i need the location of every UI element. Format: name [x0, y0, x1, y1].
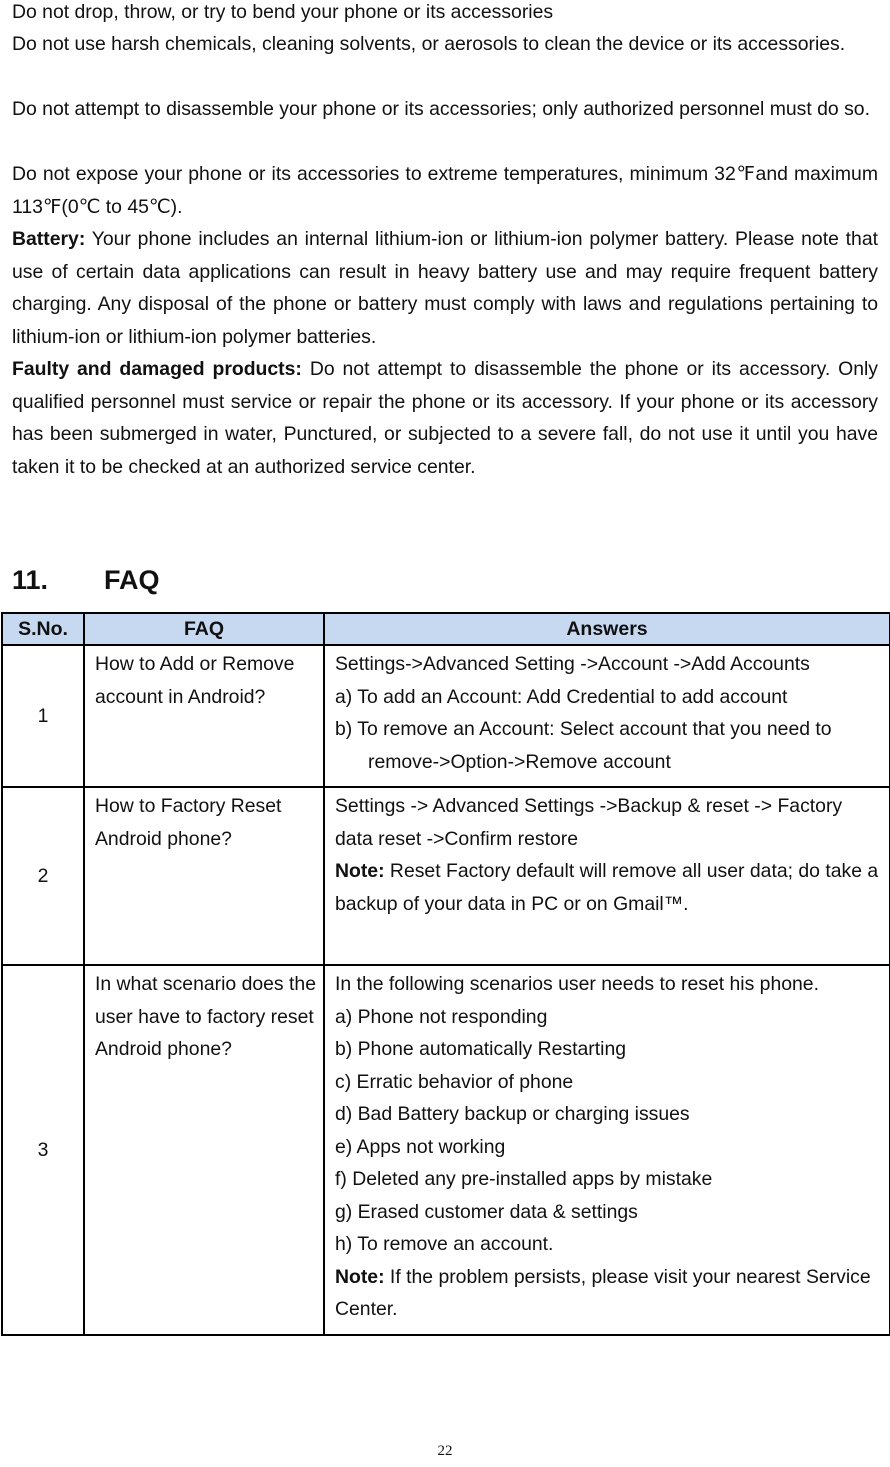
answer-line: a) Phone not responding — [335, 1005, 548, 1028]
row-answer — [324, 645, 890, 787]
answer-line: c) Erratic behavior of phone — [335, 1070, 574, 1093]
section-heading — [12, 560, 160, 600]
answer-line: e) Apps not working — [335, 1135, 506, 1158]
section-number: 11. — [12, 565, 49, 595]
header-answers: Answers — [324, 613, 890, 645]
answer-line: f) Deleted any pre-installed apps by mistake — [335, 1168, 713, 1190]
note-text: Reset Factory default will remove all user data; do take a backup of your data in PC or on Gmail™. — [335, 860, 879, 915]
answer-line: Settings -> Advanced Settings ->Backup & reset -> Factory data reset ->Confirm restore — [335, 795, 843, 850]
row-number: 1 — [2, 645, 84, 787]
table-header-row — [2, 613, 890, 645]
row-question: In what scenario does the user have to factory reset Android phone? — [84, 965, 324, 1335]
note-label: Note: — [335, 860, 385, 882]
faulty-text: Do not attempt to disassemble the phone or its accessory. Only qualified personnel must service or repair the phone or its accessory. If your phone or its accessory has been submerged in water, Punctured, or subjected to a severe fall, do not use it until you have taken it to be checked at an authorized service center. — [12, 358, 879, 478]
answer-line: b) Phone automatically Restarting — [335, 1038, 627, 1060]
battery-text: Your phone includes an internal lithium-ion or lithium-ion polymer battery. Please note that use of certain data applications can result in heavy battery use and may require frequent battery charging. Any disposal of the phone or battery must comply with laws and regulations pertaining to lithium-ion or lithium-ion polymer batteries. — [12, 228, 878, 348]
row-answer — [324, 787, 890, 965]
faq-table — [1, 612, 890, 1336]
precaution-chemicals: Do not use harsh chemicals, cleaning solvents, or aerosols to clean the device or its accessories. — [12, 33, 846, 55]
page-number: 22 — [437, 1443, 453, 1459]
table-row — [2, 787, 890, 965]
battery-paragraph — [12, 223, 878, 353]
answer-line: d) Bad Battery backup or charging issues — [335, 1103, 690, 1125]
row-answer — [324, 965, 890, 1335]
row-number: 2 — [2, 787, 84, 965]
section-title: FAQ — [104, 565, 160, 595]
answer-line: g) Erased customer data & settings — [335, 1200, 638, 1223]
faulty-label: Faulty and damaged products: — [12, 358, 302, 380]
precaution-disassemble: Do not attempt to disassemble your phone or its accessories; only authorized personnel must do so. — [12, 98, 870, 120]
answer-line: Settings->Advanced Setting ->Account ->Add Accounts — [335, 653, 810, 675]
row-number: 3 — [2, 965, 84, 1335]
table-row — [2, 645, 890, 787]
answer-note — [335, 855, 883, 920]
battery-label: Battery: — [12, 228, 86, 250]
table-row — [2, 965, 890, 1335]
note-label: Note: — [335, 1265, 385, 1288]
note-text: If the problem persists, please visit your nearest Service Center. — [335, 1265, 871, 1320]
answer-line: h) To remove an account. — [335, 1233, 554, 1255]
header-faq: FAQ — [84, 613, 324, 645]
row-question: How to Factory Reset Android phone? — [84, 787, 324, 965]
answer-line: a) To add an Account: Add Credential to add account — [335, 685, 788, 708]
row-question: How to Add or Remove account in Android? — [84, 645, 324, 787]
answer-line: b) To remove an Account: Select account that you need to remove->Option->Remove account — [335, 718, 832, 773]
answer-note — [335, 1261, 883, 1326]
precaution-drop: Do not drop, throw, or try to bend your phone or its accessories — [12, 1, 554, 23]
answer-line: In the following scenarios user needs to reset his phone. — [335, 973, 819, 995]
precaution-temperature: Do not expose your phone or its accessories to extreme temperatures, minimum 32℉and maximum 113℉(0℃ to 45℃). — [12, 163, 878, 218]
faulty-paragraph — [12, 353, 878, 483]
header-sno: S.No. — [2, 613, 84, 645]
